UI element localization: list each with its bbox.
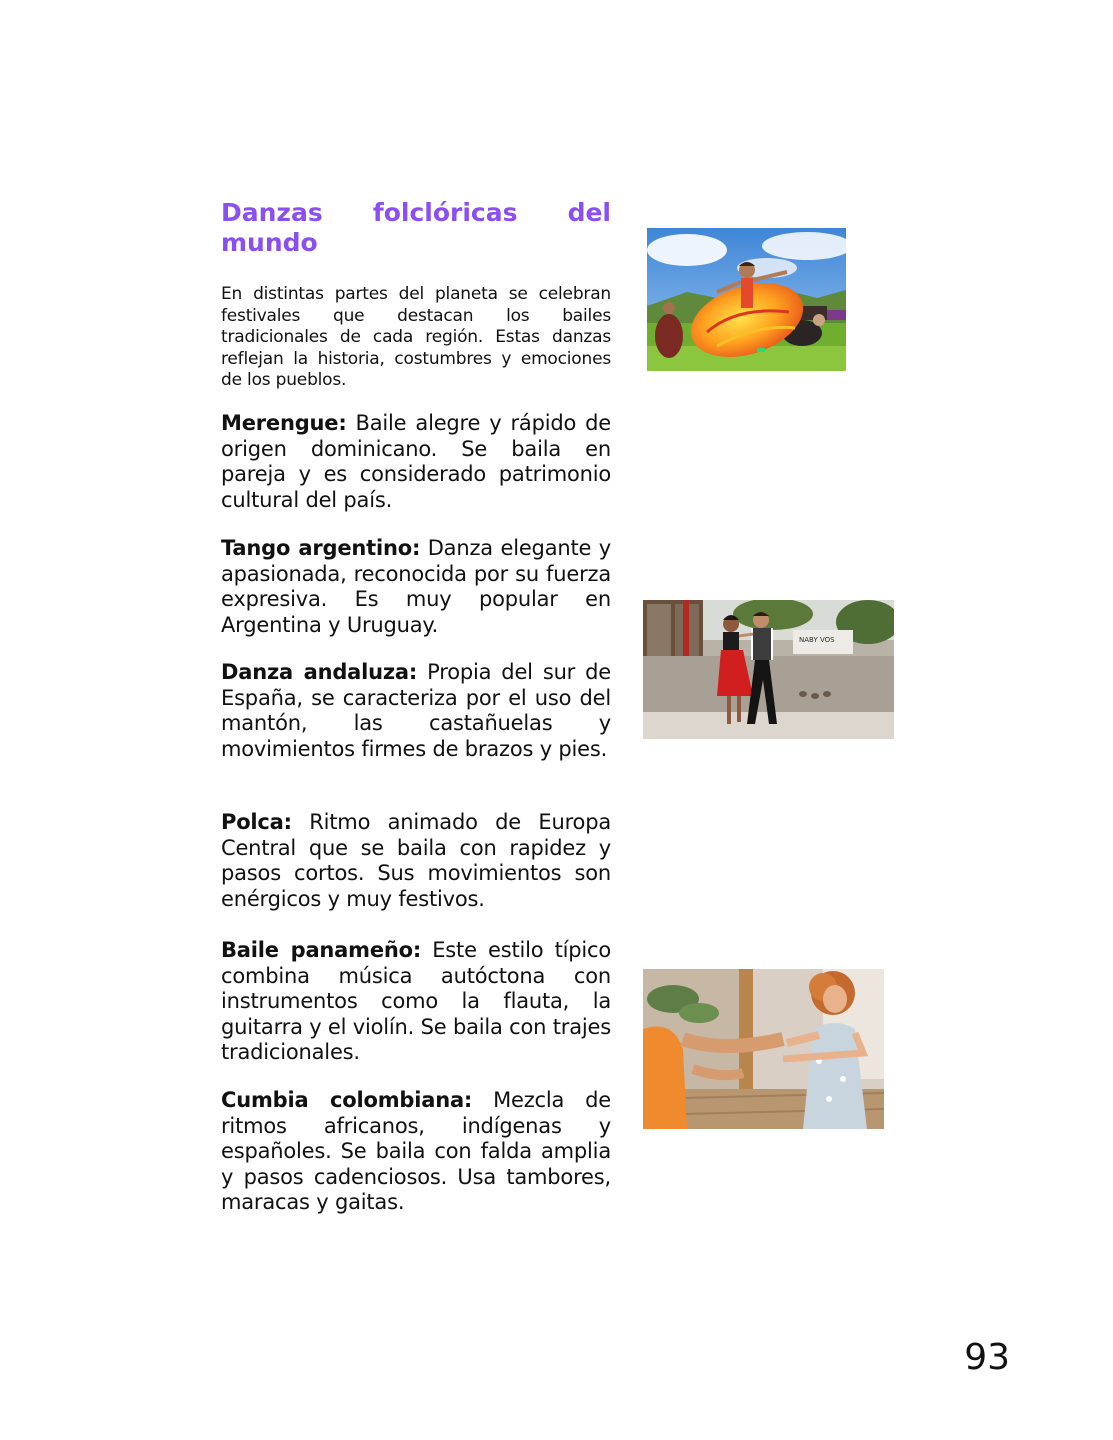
entry-baile-panameno — [221, 938, 611, 1066]
page-number: 93 — [964, 1337, 1010, 1378]
entry-term: Cumbia colombiana: — [221, 1088, 473, 1112]
title-line-2: mundo — [221, 228, 318, 257]
entry-text: Propia del sur de España, se caracteriza por el uso del mantón, las castañuelas y movimientos firmes de brazos y pies. — [221, 660, 611, 761]
entry-text: Baile alegre y rápido de origen dominicano. Se baila en pareja y es considerado patrimonio cultural del país. — [221, 411, 611, 512]
entry-term: Polca: — [221, 810, 292, 834]
photo-tango-couple — [643, 600, 894, 739]
tango-couple-illustration — [643, 600, 894, 739]
entry-merengue — [221, 411, 611, 513]
intro-paragraph: En distintas partes del planeta se celebran festivales que destacan los bailes tradicionales de cada región. Estas danzas reflejan la historia, costumbres y emociones de los pueblos. — [221, 284, 611, 390]
entry-danza-andaluza — [221, 660, 611, 762]
entry-text: Ritmo animado de Europa Central que se baila con rapidez y pasos cortos. Sus movimientos son enérgicos y muy festivos. — [221, 810, 611, 911]
entry-text: Este estilo típico combina música autóctona con instrumentos como la flauta, la guitarra y el violín. Se baila con trajes tradicionales. — [221, 938, 611, 1065]
folk-dancer-illustration — [647, 228, 846, 371]
title-word: folclóricas — [372, 198, 518, 227]
entry-term: Tango argentino: — [221, 536, 421, 560]
photo-folk-dancer — [647, 228, 846, 371]
entry-term: Merengue: — [221, 411, 347, 435]
title-line-1 — [221, 198, 611, 228]
photo-couple-dancing — [643, 969, 884, 1129]
couple-dancing-illustration — [643, 969, 884, 1129]
entry-text: Danza elegante y apasionada, reconocida por su fuerza expresiva. Es muy popular en Argentina y Uruguay. — [221, 536, 611, 637]
entry-term: Baile panameño: — [221, 938, 422, 962]
entry-text: Mezcla de ritmos africanos, indígenas y españoles. Se baila con falda amplia y pasos cadenciosos. Usa tambores, maracas y gaitas. — [221, 1088, 611, 1215]
sign-text: NABY VOS — [799, 636, 835, 644]
entry-polca — [221, 810, 611, 912]
entry-term: Danza andaluza: — [221, 660, 418, 684]
title-word: del — [567, 198, 611, 227]
entry-tango-argentino — [221, 536, 611, 638]
page-title — [221, 198, 611, 258]
entry-cumbia-colombiana — [221, 1088, 611, 1216]
title-word: Danzas — [221, 198, 323, 227]
